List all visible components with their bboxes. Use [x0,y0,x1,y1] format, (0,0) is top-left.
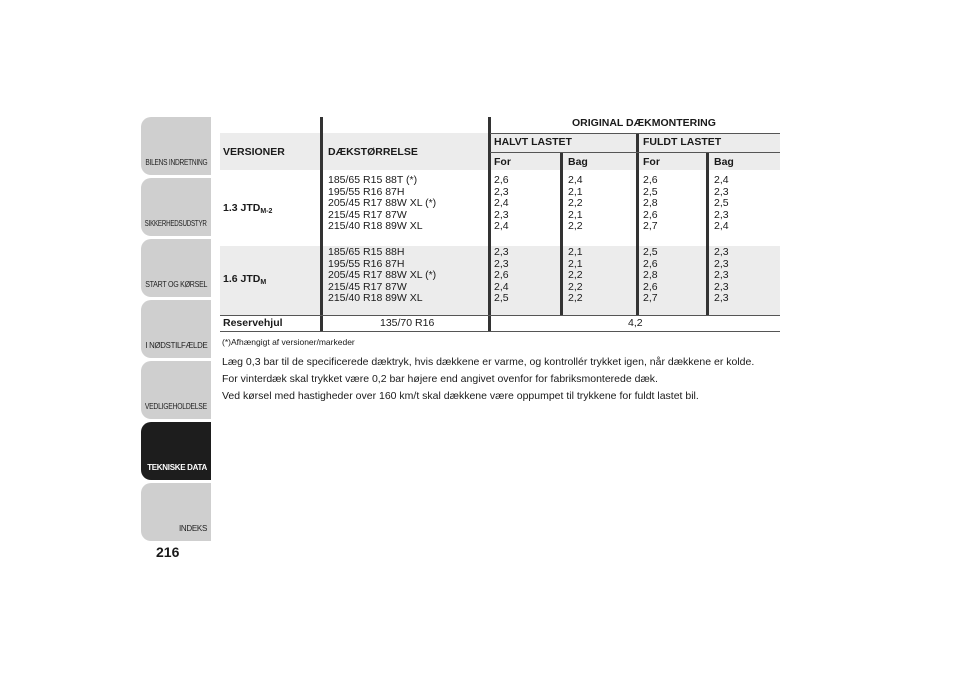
spare-label: Reservehjul [223,317,283,329]
tab-indeks[interactable] [141,483,211,541]
pressure-value: 2,7 [643,292,658,304]
header-half-rear: Bag [568,156,588,168]
side-tabs [141,117,211,544]
pressure-value: 2,2 [568,292,583,304]
col-separator [560,153,563,315]
header-original: ORIGINAL DÆKMONTERING [572,117,716,129]
tyre-size: 215/40 R18 89W XL [328,292,423,304]
pressure-value: 2,6 [643,257,658,270]
pressure-value: 2,2 [568,280,583,293]
tyre-size: 195/55 R16 87H [328,185,405,198]
tyre-sizes [328,247,436,305]
pressure-value: 2,6 [643,174,658,186]
tab-label: TEKNISKE DATA [147,463,207,472]
note-line: Læg 0,3 bar til de specificerede dæktryk, hvis dækkene er varme, og kontrollér trykket igen, når dækkene er kolde. [222,356,755,368]
header-full-rear: Bag [714,156,734,168]
pressure-value: 2,2 [568,220,583,232]
tyre-size: 195/55 R16 87H [328,257,405,270]
half-front-values [494,247,509,305]
half-rear-values [568,247,583,305]
pressure-value: 2,4 [494,220,509,232]
tyre-size: 215/45 R17 87W [328,280,407,293]
version-name: 1.6 JTD [223,273,261,285]
pressure-value: 2,1 [568,257,583,270]
pressure-value: 2,3 [714,280,729,293]
version-label [223,274,266,289]
tyre-size: 205/45 R17 88W XL (*) [328,197,437,209]
version-subscript: M [260,279,267,286]
pressure-value: 2,8 [643,269,658,281]
pressure-value: 2,1 [568,246,583,258]
full-front-values [643,175,658,233]
tab-label: INDEKS [179,524,207,533]
full-rear-values [714,247,729,305]
pressure-value: 2,3 [494,257,509,270]
pressure-value: 2,3 [714,292,729,304]
pressure-value: 2,3 [714,246,729,258]
pressure-value: 2,6 [643,208,658,221]
col-separator [488,117,491,331]
spare-tyre-size: 135/70 R16 [380,317,435,329]
full-front-values [643,247,658,305]
tab-label: START OG KØRSEL [145,280,207,289]
header-tyre-size: DÆKSTØRRELSE [328,146,418,158]
pressure-value: 2,3 [714,257,729,270]
pressure-value: 2,8 [643,197,658,209]
version-subscript: M-2 [260,208,273,215]
col-separator [706,153,709,315]
rule [220,331,780,332]
pressure-value: 2,5 [494,292,509,304]
tab-bilens-indretning[interactable] [141,117,211,175]
tab-i-nodstilfaelde[interactable] [141,300,211,358]
pressure-value: 2,3 [714,208,729,221]
col-separator [320,117,323,331]
tab-label: SIKKERHEDSUDSTYR [145,219,207,228]
pressure-value: 2,1 [568,208,583,221]
tab-label: VEDLIGEHOLDELSE [144,402,207,411]
header-versions: VERSIONER [223,146,285,158]
pressure-value: 2,4 [568,174,583,186]
pressure-value: 2,3 [714,185,729,198]
col-separator [636,133,639,315]
footnote: (*)Afhængigt af versioner/markeder [222,337,355,347]
header-full-front: For [643,156,660,168]
pressure-value: 2,7 [643,220,658,232]
header-half-load: HALVT LASTET [494,136,572,148]
tyre-size: 205/45 R17 88W XL (*) [328,269,437,281]
pressure-value: 2,5 [643,246,658,258]
pressure-value: 2,3 [494,185,509,198]
half-rear-values [568,175,583,233]
pressure-value: 2,4 [714,174,729,186]
spare-pressure: 4,2 [628,317,643,329]
tyre-sizes [328,175,436,233]
pressure-value: 2,4 [494,280,509,293]
rule [490,152,780,153]
pressure-value: 2,2 [568,269,583,281]
pressure-value: 2,2 [568,197,583,209]
page-number: 216 [156,544,180,560]
tab-start-og-korsel[interactable] [141,239,211,297]
tyre-size: 185/65 R15 88T (*) [328,174,418,186]
pressure-value: 2,4 [494,197,509,209]
rule [220,315,780,316]
pressure-value: 2,5 [643,185,658,198]
pressure-value: 2,6 [494,174,509,186]
tyre-size: 215/40 R18 89W XL [328,220,423,232]
tyre-size: 215/45 R17 87W [328,208,407,221]
version-label [223,203,272,218]
pressure-value: 2,3 [494,246,509,258]
tab-label: I NØDSTILFÆLDE [145,341,207,350]
header-full-load: FULDT LASTET [643,136,722,148]
notes [222,354,754,405]
note-line: Ved kørsel med hastigheder over 160 km/t skal dækkene være oppumpet til trykkene for fuldt lastet bil. [222,390,699,402]
pressure-value: 2,3 [494,208,509,221]
tab-sikkerhedsudstyr[interactable] [141,178,211,236]
tab-label: BILENS INDRETNING [144,158,207,167]
header-half-front: For [494,156,511,168]
pressure-value: 2,5 [714,197,729,209]
pressure-value: 2,4 [714,220,729,232]
tyre-size: 185/65 R15 88H [328,246,405,258]
pressure-value: 2,6 [494,269,509,281]
pressure-value: 2,3 [714,269,729,281]
pressure-value: 2,1 [568,185,583,198]
pressure-value: 2,6 [643,280,658,293]
note-line: For vinterdæk skal trykket være 0,2 bar højere end angivet ovenfor for fabriksmonterede dæk. [222,373,658,385]
tab-tekniske-data[interactable] [141,422,211,480]
half-front-values [494,175,509,233]
tab-vedligeholdelse[interactable] [141,361,211,419]
version-name: 1.3 JTD [223,202,261,214]
full-rear-values [714,175,729,233]
rule [490,133,780,134]
